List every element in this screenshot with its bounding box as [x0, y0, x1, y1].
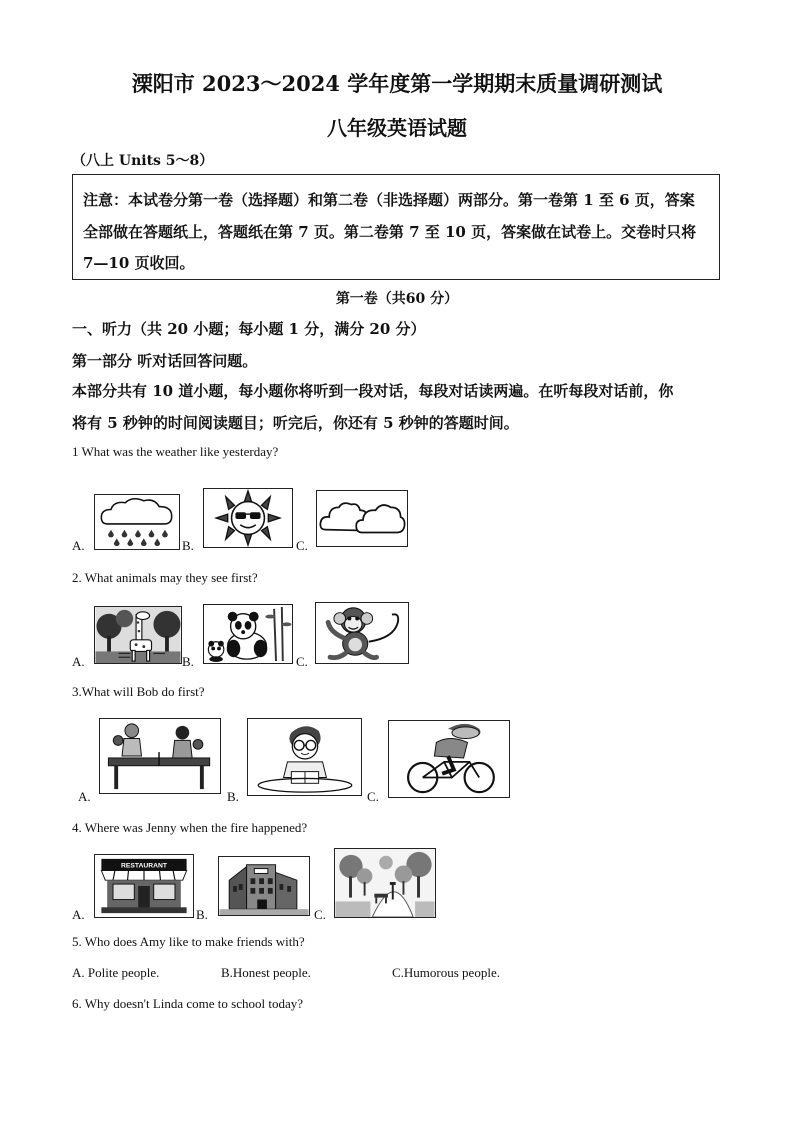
page-title: 溧阳市 2023～2024 学年度第一学期期末质量调研测试 — [131, 71, 663, 96]
clouds-image — [316, 490, 408, 547]
q2-option-a[interactable]: A. — [72, 654, 85, 669]
q2-option-c[interactable]: C. — [296, 654, 308, 669]
notice-box: 注意：本试卷分第一卷（选择题）和第二卷（非选择题）两部分。第一卷第 1 至 6 页，答案全部做在答题纸上，答题纸在第 7 页。第二卷第 7 至 10 页，答案做在试卷上。交卷时只将 7—10 页收回。 — [72, 174, 720, 280]
sub-title: 第一部分 听对话回答问题。 — [72, 352, 258, 370]
question-3: 3.What will Bob do first? — [72, 684, 205, 699]
q3-option-c[interactable]: C. — [367, 789, 379, 804]
reading-boy-image — [247, 718, 362, 796]
panda-image — [203, 604, 293, 664]
question-4: 4. Where was Jenny when the fire happened? — [72, 820, 308, 835]
question-6: 6. Why doesn't Linda come to school today? — [72, 996, 303, 1011]
question-1: 1 What was the weather like yesterday? — [72, 444, 279, 459]
q5-option-a[interactable]: A. Polite people. — [72, 965, 160, 980]
monkey-image — [315, 602, 409, 664]
restaurant-image — [94, 854, 194, 918]
instructions-line-2: 将有 5 秒钟的时间阅读题目；听完后，你还有 5 秒钟的答题时间。 — [72, 414, 519, 432]
park-image — [334, 848, 436, 918]
question-5: 5. Who does Amy like to make friends with? — [72, 934, 305, 949]
q5-option-c[interactable]: C.Humorous people. — [392, 965, 500, 980]
q1-option-b[interactable]: B. — [182, 538, 194, 553]
question-2: 2. What animals may they see first? — [72, 570, 258, 585]
volume-title: 第一卷（共60 分） — [335, 291, 459, 307]
cycling-image — [388, 720, 510, 798]
q3-option-b[interactable]: B. — [227, 789, 239, 804]
giraffe-image — [94, 606, 182, 664]
q3-option-a[interactable]: A. — [78, 789, 91, 804]
q4-option-c[interactable]: C. — [314, 907, 326, 922]
page-subtitle: 八年级英语试题 — [327, 116, 467, 140]
q4-option-b[interactable]: B. — [196, 907, 208, 922]
q5-option-b[interactable]: B.Honest people. — [221, 965, 311, 980]
hotel-image — [218, 856, 310, 916]
sun-with-sunglasses-image — [203, 488, 293, 548]
instructions-line-1: 本部分共有 10 道小题，每小题你将听到一段对话，每段对话读两遍。在听每段对话前，你 — [72, 382, 674, 400]
part-title: 一、听力（共 20 小题；每小题 1 分，满分 20 分） — [72, 320, 426, 338]
q1-option-a[interactable]: A. — [72, 538, 85, 553]
units-scope: （八上 Units 5～8） — [72, 153, 214, 169]
rain-cloud-image — [94, 494, 180, 550]
q1-option-c[interactable]: C. — [296, 538, 308, 553]
restaurant-sign-text: RESTAURANT — [120, 862, 168, 870]
q2-option-b[interactable]: B. — [182, 654, 194, 669]
q4-option-a[interactable]: A. — [72, 907, 85, 922]
table-tennis-image — [99, 718, 221, 794]
